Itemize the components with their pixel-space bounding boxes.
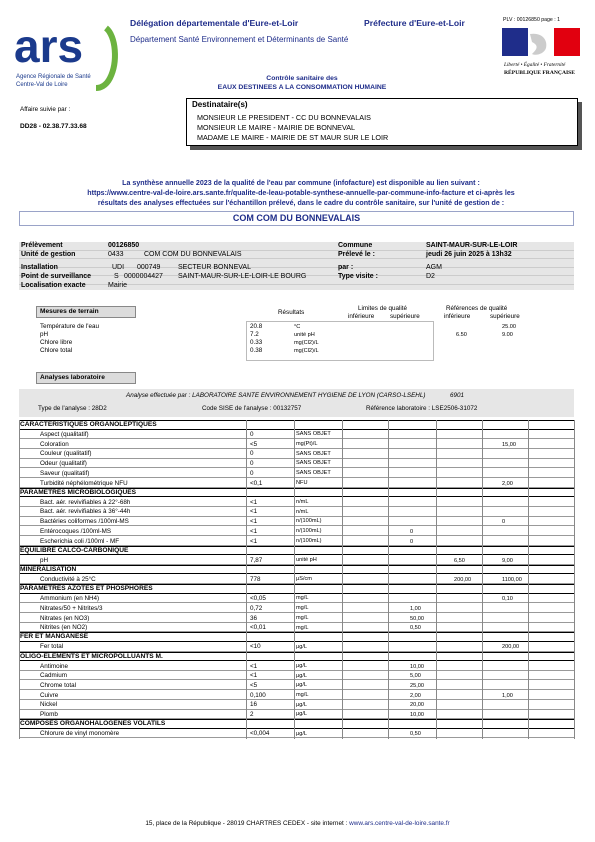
- par-label: par :: [338, 264, 354, 271]
- logo-text: ars: [14, 22, 84, 72]
- param-value: <1: [250, 672, 258, 680]
- param-name: Chrome total: [40, 682, 77, 689]
- param-name: Cuivre: [40, 691, 59, 699]
- document-title: [190, 74, 414, 92]
- param-unit: SANS OBJET: [296, 450, 331, 457]
- intro-text: [28, 178, 574, 208]
- prelevement-label: Prélèvement: [21, 242, 63, 249]
- installation-code: 000749: [137, 264, 161, 271]
- resultats-header: Résultats: [278, 309, 305, 316]
- param-value: <5: [250, 682, 258, 689]
- param-unit: n/mL: [296, 499, 309, 505]
- param-lim-sup: 0,50: [410, 625, 421, 632]
- destinataires-title: Destinataire(s): [192, 100, 248, 109]
- param-value: 0: [250, 469, 254, 477]
- param-value: <1: [250, 518, 258, 526]
- section-header: PARAMETRES AZOTES ET PHOSPHORES: [19, 584, 574, 594]
- param-ref-sup: 1,00: [502, 692, 513, 699]
- param-name: Saveur (qualitatif): [40, 469, 90, 477]
- affaire-label: Affaire suivie par :: [20, 106, 71, 113]
- param-value: 7,87: [250, 556, 263, 564]
- param-unit: µg/L: [296, 643, 307, 650]
- param-unit: mg/L: [296, 595, 309, 602]
- param-lim-sup: 1,00: [410, 605, 421, 612]
- par-value: AGM: [426, 264, 442, 271]
- param-value: <1: [250, 508, 258, 516]
- section-header: COMPOSES ORGANOHALOGENES VOLATILS: [19, 719, 574, 729]
- terrain-param-unit: °C: [294, 323, 301, 330]
- affaire-phone: DD28 - 02.38.77.33.68: [20, 123, 87, 130]
- column-divider: [294, 420, 295, 739]
- labo-sise: Code SISE de l'analyse : 00132757: [202, 405, 302, 412]
- param-name: Nickel: [40, 701, 58, 709]
- terrain-grid: [246, 321, 434, 361]
- point-value: SAINT-MAUR-SUR-LE-LOIR-LE BOURG: [178, 273, 307, 280]
- param-unit: µg/L: [296, 701, 307, 708]
- point-code: 0000004427: [124, 273, 163, 280]
- info-row: [19, 259, 574, 268]
- param-lim-sup: 20,00: [410, 702, 424, 709]
- org-left: Délégation départementale d'Eure-et-Loir: [130, 18, 299, 28]
- param-name: pH: [40, 556, 49, 564]
- param-ref-sup: 0,10: [502, 596, 513, 603]
- param-name: Cadmium: [40, 672, 67, 680]
- section-header: OLIGO-ELEMENTS ET MICROPOLLUANTS M.: [19, 652, 574, 662]
- limites-sup: supérieure: [390, 313, 420, 320]
- labo-effectuee: Analyse effectuée par : LABORATOIRE SANTE ENVIRONNEMENT HYGIENE DE LYON (CARSO-LSEHL): [126, 392, 426, 399]
- param-ref-sup: 9,00: [502, 557, 513, 564]
- param-ref-sup: 0: [502, 519, 506, 526]
- preleve-value: jeudi 26 juin 2025 à 13h32: [426, 251, 512, 258]
- param-unit: n/(100mL): [296, 518, 322, 525]
- terrain-param-value: 0.33: [250, 339, 263, 346]
- labo-ref: Référence laboratoire : LSE2506-31072: [366, 405, 478, 412]
- terrain-param-value: 20.8: [250, 323, 263, 330]
- param-name: Ammonium (en NH4): [40, 595, 100, 603]
- footer-address: 15, place de la République - 28019 CHARTRES CEDEX - site internet :: [145, 820, 350, 827]
- terrain-param-value: 0.38: [250, 347, 263, 354]
- param-unit: NFU: [296, 479, 308, 486]
- commune-label: Commune: [338, 242, 373, 249]
- param-value: 0: [250, 450, 254, 458]
- param-name: Couleur (qualitatif): [40, 450, 92, 458]
- param-ref-inf: 6,50: [454, 557, 465, 564]
- terrain-ref-inf: 6.50: [456, 331, 467, 338]
- param-name: Nitrites (en NO2): [40, 624, 88, 632]
- param-lim-sup: 10,00: [410, 712, 424, 719]
- installation-value: SECTEUR BONNEVAL: [178, 264, 251, 271]
- param-name: Nitrates/50 + Nitrites/3: [40, 604, 103, 612]
- param-unit: n/(100mL): [296, 528, 322, 535]
- labo-label: Analyses laboratoire: [36, 372, 136, 384]
- param-name: Chlorure de vinyl monomère: [40, 730, 120, 738]
- references-header: Références de qualité: [446, 305, 508, 312]
- param-ref-sup: 200,00: [502, 644, 520, 651]
- logo-sub2: Centre-Val de Loire: [16, 82, 68, 88]
- param-ref-sup: 1100,00: [502, 576, 522, 583]
- param-name: Fer total: [40, 643, 64, 651]
- references-inf: inférieure: [444, 313, 471, 320]
- param-ref-sup: 2,00: [502, 480, 513, 487]
- param-unit: mg/L: [296, 624, 309, 631]
- point-type: S: [114, 273, 119, 280]
- preleve-label: Prélevé le :: [338, 251, 375, 258]
- param-unit: µg/L: [296, 672, 307, 679]
- param-name: Bact. aér. revivifiables à 22°-68h: [40, 498, 131, 506]
- column-divider: [436, 420, 437, 739]
- terrain-ref-sup: 9.00: [502, 331, 513, 338]
- param-unit: n/(100mL): [296, 537, 322, 544]
- visite-value: D2: [426, 273, 435, 280]
- param-value: <1: [250, 662, 258, 670]
- param-unit: µS/cm: [296, 576, 312, 583]
- labo-type: Type de l'analyse : 28D2: [38, 405, 107, 412]
- destinataires-list: [197, 113, 388, 143]
- param-value: <0,1: [250, 479, 263, 487]
- visite-label: Type visite :: [338, 273, 378, 280]
- terrain-label: Mesures de terrain: [36, 306, 136, 318]
- param-value: 16: [250, 701, 258, 709]
- commune-value: SAINT-MAUR-SUR-LE-LOIR: [426, 242, 518, 249]
- param-unit: µg/L: [296, 682, 307, 689]
- table-left-border: [19, 420, 20, 739]
- terrain-param-name: Chlore total: [40, 347, 73, 354]
- unite-code: 0433: [108, 251, 124, 258]
- localisation-label: Localisation exacte: [21, 282, 86, 289]
- unite-label: Unité de gestion: [21, 251, 76, 258]
- section-header: FER ET MANGANESE: [19, 632, 574, 642]
- limites-inf: inférieure: [348, 313, 375, 320]
- terrain-param-unit: mg(Cl2)/L: [294, 347, 319, 354]
- column-divider: [574, 420, 575, 739]
- param-name: Bact. aér. revivifiables à 36°-44h: [40, 508, 131, 516]
- param-name: Plomb: [40, 711, 58, 719]
- param-name: Aspect (qualitatif): [40, 431, 89, 438]
- title-line2: EAUX DESTINEES A LA CONSOMMATION HUMAINE: [217, 84, 387, 91]
- param-value: <0,01: [250, 624, 266, 632]
- intro-line3: résultats des analyses effectuées sur l'échantillon prélevé, dans le cadre du contrôle sanitaire, sur l'unité de gestion de :: [97, 199, 505, 207]
- ars-logo: [14, 22, 124, 92]
- terrain-param-name: Chlore libre: [40, 339, 73, 346]
- department-name: Département Santé Environnement et Déterminants de Santé: [130, 35, 349, 44]
- param-name: Escherichia coli /100ml - MF: [40, 537, 120, 545]
- param-ref-inf: 200,00: [454, 576, 472, 583]
- param-unit: mg/L: [296, 614, 309, 621]
- param-value: 778: [250, 575, 261, 583]
- param-name: Coloration: [40, 440, 69, 448]
- intro-line2[interactable]: https://www.centre-val-de-loire.ars.sante.fr/qualite-de-leau-potable-synthese-annuelle-par-commune-info-facture et ci-après les: [87, 189, 515, 197]
- param-name: Turbidité néphélométrique NFU: [40, 479, 128, 487]
- param-lim-sup: 0: [410, 528, 414, 535]
- column-divider: [528, 420, 529, 739]
- section-header: CARACTERISTIQUES ORGANOLEPTIQUES: [19, 420, 574, 430]
- param-value: 2: [250, 711, 254, 719]
- param-value: <0,004: [250, 730, 270, 738]
- param-name: Entérocoques /100ml-MS: [40, 527, 112, 535]
- destinataire-item: MONSIEUR LE MAIRE - MAIRIE DE BONNEVAL: [197, 123, 356, 132]
- installation-type: UDI: [112, 264, 125, 271]
- param-value: 0: [250, 431, 254, 438]
- terrain-ref-sup: 25.00: [502, 323, 516, 330]
- terrain-param-value: 7.2: [250, 331, 259, 338]
- destinataire-item: MADAME LE MAIRE - MAIRIE DE ST MAUR SUR LE LOIR: [197, 133, 389, 142]
- param-value: 0,72: [250, 604, 263, 612]
- param-unit: µg/L: [296, 662, 307, 669]
- column-divider: [342, 420, 343, 739]
- param-name: Conductivité à 25°C: [40, 575, 96, 583]
- point-label: Point de surveillance: [21, 273, 92, 280]
- limites-header: Limites de qualité: [358, 305, 408, 312]
- param-unit: µg/L: [296, 730, 307, 737]
- plv-reference: PLV : 00126850 page : 1: [503, 17, 561, 23]
- marianne-republic: RÉPUBLIQUE FRANÇAISE: [504, 70, 576, 76]
- param-unit: µg/L: [296, 711, 307, 718]
- param-unit: mg/L: [296, 692, 309, 698]
- param-value: <5: [250, 440, 258, 448]
- param-lim-sup: 50,00: [410, 615, 424, 622]
- marianne-logo: [502, 28, 580, 78]
- param-value: <1: [250, 498, 258, 506]
- title-line1: Contrôle sanitaire des: [266, 75, 338, 82]
- param-unit: n/mL: [296, 508, 309, 515]
- param-unit: SANS OBJET: [296, 460, 331, 467]
- param-value: <1: [250, 537, 258, 545]
- param-lim-sup: 2,00: [410, 692, 421, 699]
- unit-title: COM COM DU BONNEVALAIS: [19, 211, 574, 226]
- param-unit: mg(Pt)/L: [296, 441, 318, 447]
- org-right: Préfecture d'Eure-et-Loir: [364, 18, 465, 28]
- unite-value: COM COM DU BONNEVALAIS: [144, 251, 242, 258]
- param-lim-sup: 0,50: [410, 731, 421, 738]
- param-lim-sup: 10,00: [410, 663, 424, 670]
- param-ref-sup: 15,00: [502, 441, 516, 448]
- logo-sub1: Agence Régionale de Santé: [16, 74, 91, 80]
- section-header: MINERALISATION: [19, 565, 574, 575]
- param-value: <0,05: [250, 595, 266, 603]
- param-name: Odeur (qualitatif): [40, 460, 87, 468]
- footer: [0, 820, 595, 827]
- installation-label: Installation: [21, 264, 58, 271]
- terrain-param-unit: unité pH: [294, 331, 315, 338]
- destinataire-item: MONSIEUR LE PRESIDENT - CC DU BONNEVALAIS: [197, 113, 371, 122]
- param-lim-sup: 5,00: [410, 673, 421, 680]
- terrain-param-unit: mg(Cl2)/L: [294, 339, 319, 346]
- param-name: Bactéries coliformes /100ml-MS: [40, 518, 129, 526]
- column-divider: [482, 420, 483, 739]
- intro-line1: La synthèse annuelle 2023 de la qualité de l'eau par commune (infofacture) est disponible au lien suivant :: [122, 179, 480, 187]
- marianne-motto: Liberté • Égalité • Fraternité: [504, 62, 566, 68]
- param-unit: mg/L: [296, 605, 309, 612]
- header-organizations: [130, 18, 465, 28]
- param-value: 0: [250, 460, 254, 468]
- terrain-param-name: Température de l'eau: [40, 323, 99, 330]
- localisation-value: Mairie: [108, 282, 128, 289]
- param-value: <1: [250, 527, 258, 535]
- section-header: EQUILIBRE CALCO-CARBONIQUE: [19, 546, 574, 556]
- param-name: Antimoine: [40, 662, 69, 670]
- marianne-graphic: [502, 28, 580, 78]
- param-value: <10: [250, 643, 261, 651]
- param-unit: unité pH: [296, 557, 317, 563]
- ars-logo-graphic: [14, 22, 124, 92]
- param-unit: SANS OBJET: [296, 431, 331, 438]
- param-lim-sup: 25,00: [410, 683, 424, 689]
- footer-site-link[interactable]: www.ars.centre-val-de-loire.sante.fr: [349, 820, 450, 827]
- column-divider: [388, 420, 389, 739]
- param-value: 36: [250, 614, 258, 622]
- section-header: PARAMETRES MICROBIOLOGIQUES: [19, 488, 574, 498]
- param-value: 0,100: [250, 691, 266, 699]
- param-lim-sup: 0: [410, 538, 414, 545]
- prelevement-value: 00126850: [108, 242, 140, 249]
- column-divider: [246, 420, 247, 739]
- terrain-param-name: pH: [40, 331, 49, 338]
- references-sup: supérieure: [490, 313, 520, 320]
- param-name: Nitrates (en NO3): [40, 614, 90, 622]
- param-unit: SANS OBJET: [296, 470, 331, 477]
- labo-code: 6901: [450, 392, 465, 399]
